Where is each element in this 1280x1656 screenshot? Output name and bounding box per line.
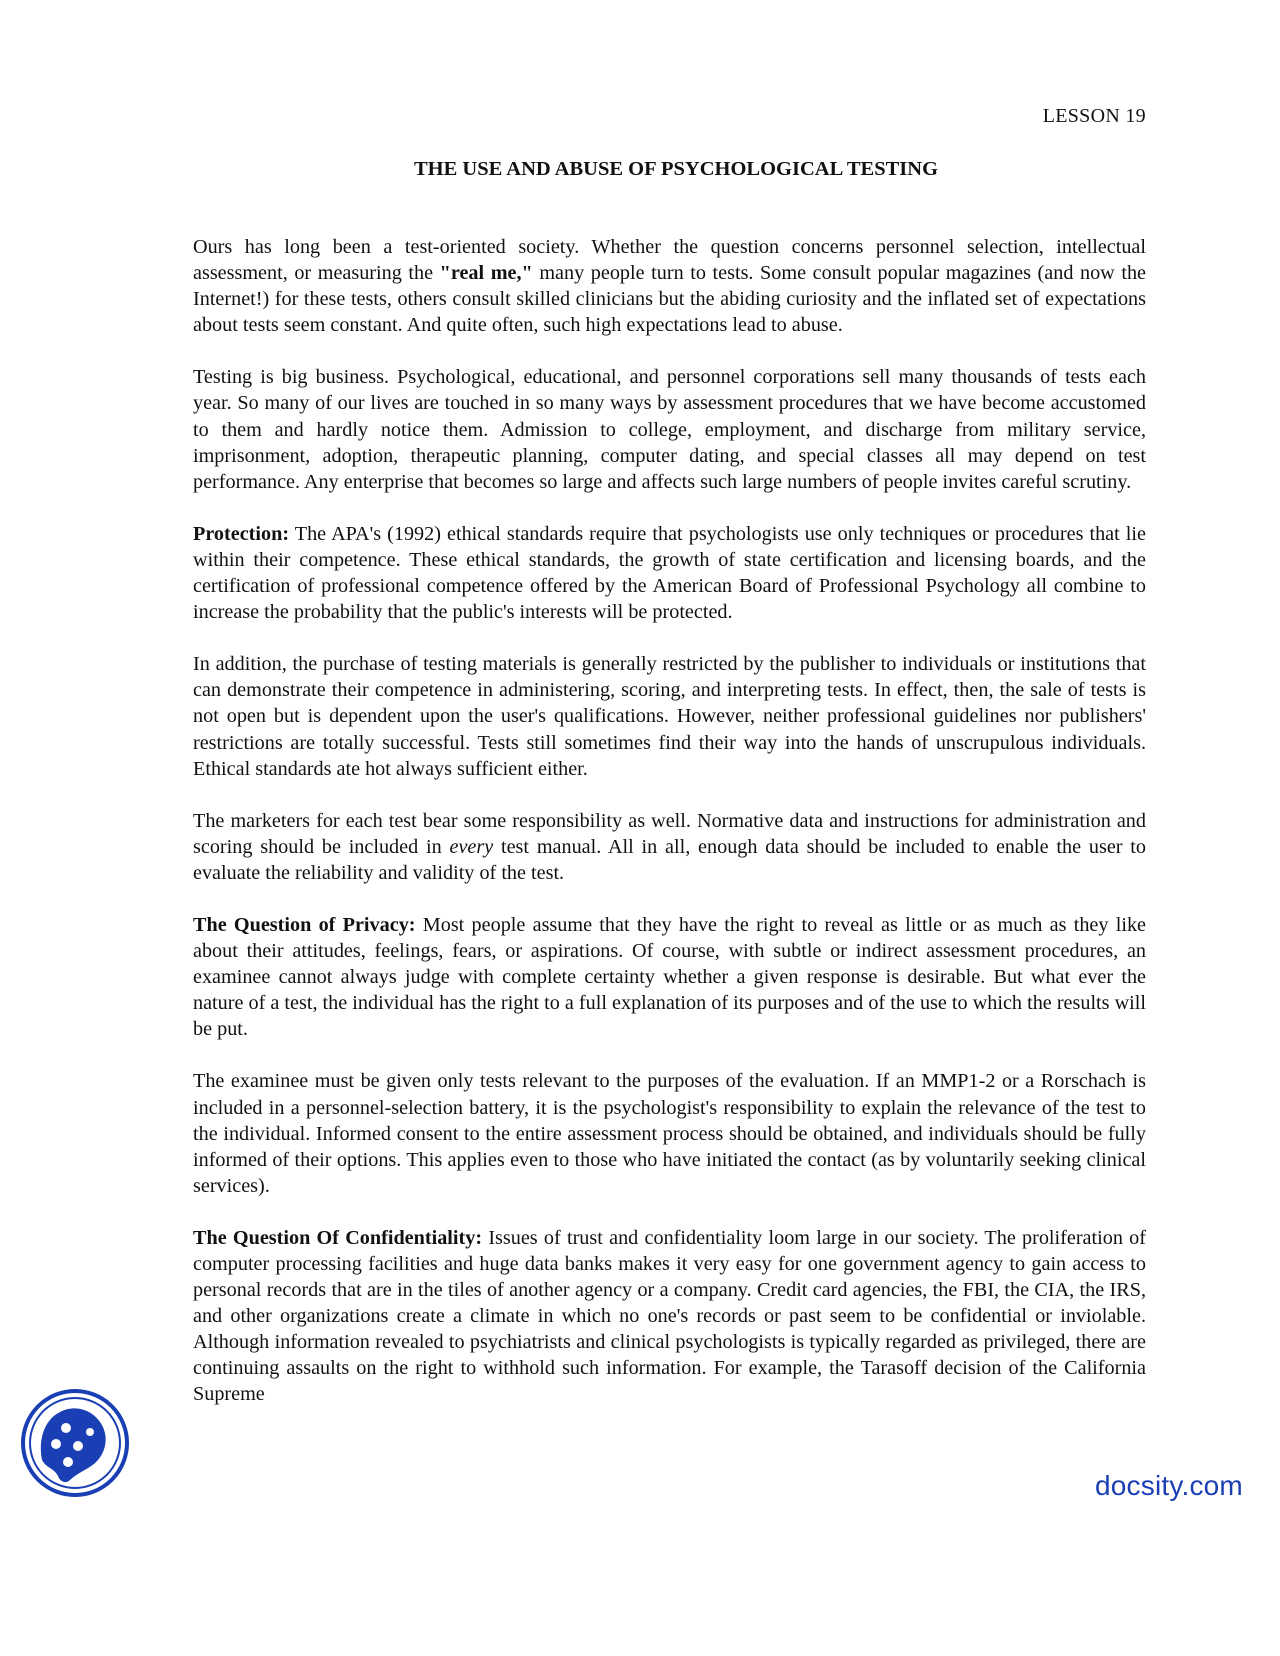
paragraph-privacy-text: Most people assume that they have the right to reveal as little or as much as they like about their attitudes, feelings, fears, or aspirations. Of course, with subtle or indirect assessment procedures, an examinee cannot always judge with complete certainty whether a given response is desirable. But what ever the nature of a test, the individual has the right to a full explanation of its purposes and of the use to which the results will be put. xyxy=(193,913,1146,1041)
section-heading-protection: Protection: xyxy=(193,522,290,545)
real-me-phrase: "real me," xyxy=(439,262,533,285)
document-title: THE USE AND ABUSE OF PSYCHOLOGICAL TESTING xyxy=(413,158,939,180)
paragraph-marketers xyxy=(193,808,1146,886)
paragraph-testing-business: Testing is big business. Psychological, educational, and personnel corporations sell many thousands of tests each year. So many of our lives are touched in so many ways by assessment procedures that we have become accustomed to them and hardly notice them. Admission to college, employment, and discharge from military service, imprisonment, adoption, therapeutic planning, computer dating, and special classes all may depend on test performance. Any enterprise that becomes so large and affects such large numbers of people invites careful scrutiny. xyxy=(193,366,1146,493)
paragraph-purchase-restriction: In addition, the purchase of testing materials is generally restricted by the publisher to individuals or institutions that can demonstrate their competence in administering, scoring, and interpreting tests. In effect, then, the sale of tests is not open but is dependent upon the user's qualifications. However, neither professional guidelines nor publishers' restrictions are totally successful. Tests still sometimes find their way into the hands of unscrupulous individuals. Ethical standards ate hot always sufficient either. xyxy=(193,653,1146,780)
paragraph-protection xyxy=(193,521,1146,625)
emphasis-every: every xyxy=(449,835,494,858)
paragraph-privacy xyxy=(193,912,1146,1042)
docsity-watermark[interactable]: docsity.com xyxy=(1095,1470,1243,1501)
paragraph-confidentiality-text: Issues of trust and confidentiality loom large in our society. The proliferation of computer processing facilities and huge data banks makes it very easy for one government agency to gain access to personal records that are in the tiles of another agency or a company. Credit card agencies, the FBI, the CIA, the IRS, and other organizations create a climate in which no one's records or past seem to be confidential or inviolable. Although information revealed to psychiatrists and clinical psychologists is typically regarded as privileged, there are continuing assaults on the right to withhold such information. For example, the Tarasoff decision of the California Supreme xyxy=(193,1226,1146,1406)
docsity-logo-icon[interactable] xyxy=(20,1388,130,1498)
section-heading-confidentiality: The Question Of Confidentiality: xyxy=(193,1226,483,1249)
paragraph-examinee-tests: The examinee must be given only tests relevant to the purposes of the evaluation. If an MMP1-2 or a Rorschach is included in a personnel-selection battery, it is the psychologist's responsibility to explain the relevance of the test to the individual. Informed consent to the entire assessment process should be obtained, and individuals should be fully informed of their options. This applies even to those who have initiated the contact (as by voluntarily seeking clinical services). xyxy=(193,1070,1146,1197)
paragraph-marketers-text-b: test manual. All in all, enough data should be included to enable the user to evaluate the reliability and validity of the test. xyxy=(193,835,1146,884)
paragraph-marketers-text-a: The marketers for each test bear some responsibility as well. Normative data and instructions for administration and scoring should be included in xyxy=(193,809,1146,858)
section-heading-privacy: The Question of Privacy: xyxy=(193,913,416,936)
document-body xyxy=(193,234,1146,1434)
paragraph-intro-text-c: many people turn to tests. Some consult popular magazines (and now the Internet!) for these tests, others consult skilled clinicians but the abiding curiosity and the inflated set of expectations about tests seem constant. And quite often, such high expectations lead to abuse. xyxy=(193,262,1147,337)
paragraph-protection-text: The APA's (1992) ethical standards require that psychologists use only techniques or procedures that lie within their competence. These ethical standards, the growth of state certification and licensing boards, and the certification of professional competence offered by the American Board of Professional Psychology all combine to increase the probability that the public's interests will be protected. xyxy=(193,522,1146,624)
paragraph-confidentiality xyxy=(193,1225,1146,1408)
lesson-label: LESSON 19 xyxy=(1042,105,1146,127)
paragraph-intro-text-a: Ours has long been a test-oriented society. Whether the question concerns personnel selection, intellectual assessment, or measuring the xyxy=(193,236,1146,285)
paragraph-intro xyxy=(193,234,1146,338)
